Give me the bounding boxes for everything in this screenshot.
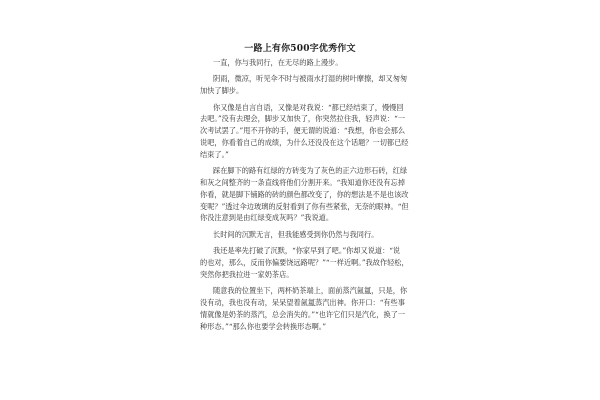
paragraph-7-line-4: 种形态。”“那么你也要学会转换形态啊。” xyxy=(200,321,327,331)
paragraph-4-line-1: 踩在脚下的路有红绿的方砖变为了灰色的正六边形石砖，红绿 xyxy=(213,166,408,176)
paragraph-3-line-3: 次考试罢了。”甩不开你的手，便无谓的说道：“我想，你也会那么 xyxy=(200,126,406,136)
paragraph-3-line-5: 结束了。” xyxy=(200,149,229,159)
paragraph-7-line-2: 没有动，我也没有动，呆呆望着氤氲蒸汽出神。你开口：“有些事 xyxy=(200,297,405,307)
paragraph-2-line-2: 加快了脚步。 xyxy=(200,86,244,96)
paragraph-4-line-2: 和灰之间整齐的一条直线将他们分割开来。“我知道你还没有忘掉 xyxy=(200,177,405,187)
paragraph-4-line-5: 你没注意到是由红绿变成灰吗？”我说道。 xyxy=(200,213,334,223)
paragraph-7-line-1: 随意我的位置坐下，两杯奶茶端上，面前蒸汽氤氲，只是，你 xyxy=(213,286,408,296)
paragraph-2-line-1: 阴雨，微凉，听见伞不时与被雨水打湿的树叶摩擦，却又匆匆 xyxy=(213,74,408,84)
paragraph-3-line-2: 去吧。”没有去理会，脚步又加快了，你突然拉住我，轻声说：“一 xyxy=(200,114,406,124)
essay-title: 一路上有你500字优秀作文 xyxy=(244,44,356,54)
paragraph-7-line-3: 情就像是奶茶的蒸汽，总会消失的。”“也许它们只是汽化，换了一 xyxy=(200,309,406,319)
essay-body xyxy=(200,57,426,332)
paragraph-3-line-4: 说吧，你看着自己的成绩，为什么还没没在这个话题？一切都已经 xyxy=(200,137,409,147)
paragraph-1-line-1: 一直，你与我同行，在无尽的路上漫步。 xyxy=(213,58,343,67)
paragraph-4-line-3: 你看，就是脚下铺路的砖的颜色都改变了，你的想法是不是也该改 xyxy=(200,189,409,199)
paragraph-6-line-2: 的也对，那么，反而你偏要饶远路呢？”“一样近啊。”我故作轻松， xyxy=(200,257,409,267)
paragraph-6-line-3: 突然你把我拉进一家奶茶店。 xyxy=(200,269,294,279)
paragraph-5-line-1: 长时间的沉默无言，但我能感受到你仍然与我同行。 xyxy=(213,229,379,239)
paragraph-4-line-4: 变呢？”透过伞边玻璃的反射看到了你有些紧张，无奈的眼神。“但 xyxy=(200,201,409,211)
paragraph-6-line-1: 我还是率先打破了沉默，“你家早到了吧。”你却又说道：“说 xyxy=(213,246,401,256)
document-page xyxy=(155,0,445,400)
paragraph-3-line-1: 你又像是自言自语，又像是对我说：“都已经结束了，慢慢回 xyxy=(213,102,404,112)
